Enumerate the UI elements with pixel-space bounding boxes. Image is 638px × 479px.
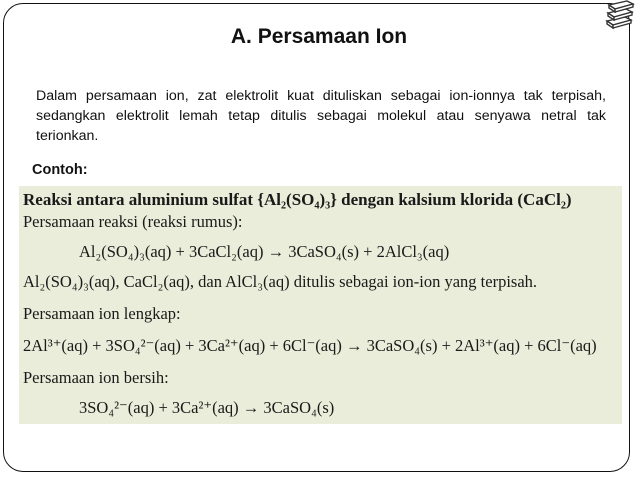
- example-panel: [19, 186, 622, 424]
- panel-heading: Reaksi antara aluminium sulfat {Al₂(SO₄)₃} dengan kalsium klorida (CaCl₂): [23, 190, 572, 209]
- complete-label: Persamaan ion lengkap:: [23, 304, 181, 323]
- slide-title: A. Persamaan Ion: [230, 25, 408, 48]
- formula-label: Persamaan reaksi (reaksi rumus):: [23, 212, 243, 231]
- intro-paragraph: Dalam persamaan ion, zat elektrolit kuat dituliskan sebagai ion-ionnya tak terpisah, sedangkan elektrolit lemah tetap ditulis sebagai molekul atau senyawa netral tak terionkan.: [36, 88, 606, 144]
- formula-equation: Al₂(SO₄)₃(aq) + 3CaCl₂(aq) → 3CaSO₄(s) + 2AlCl₃(aq): [79, 242, 450, 261]
- complete-equation: 2Al³⁺(aq) + 3SO₄²⁻(aq) + 3Ca²⁺(aq) + 6Cl⁻(aq) → 3CaSO₄(s) + 2Al³⁺(aq) + 6Cl⁻(aq): [23, 336, 597, 355]
- example-label: Contoh:: [32, 162, 88, 178]
- ionized-note: Al₂(SO₄)₃(aq), CaCl₂(aq), dan AlCl₃(aq) ditulis sebagai ion-ion yang terpisah.: [23, 272, 538, 291]
- net-label: Persamaan ion bersih:: [23, 368, 169, 387]
- net-equation: 3SO₄²⁻(aq) + 3Ca²⁺(aq) → 3CaSO₄(s): [79, 398, 335, 417]
